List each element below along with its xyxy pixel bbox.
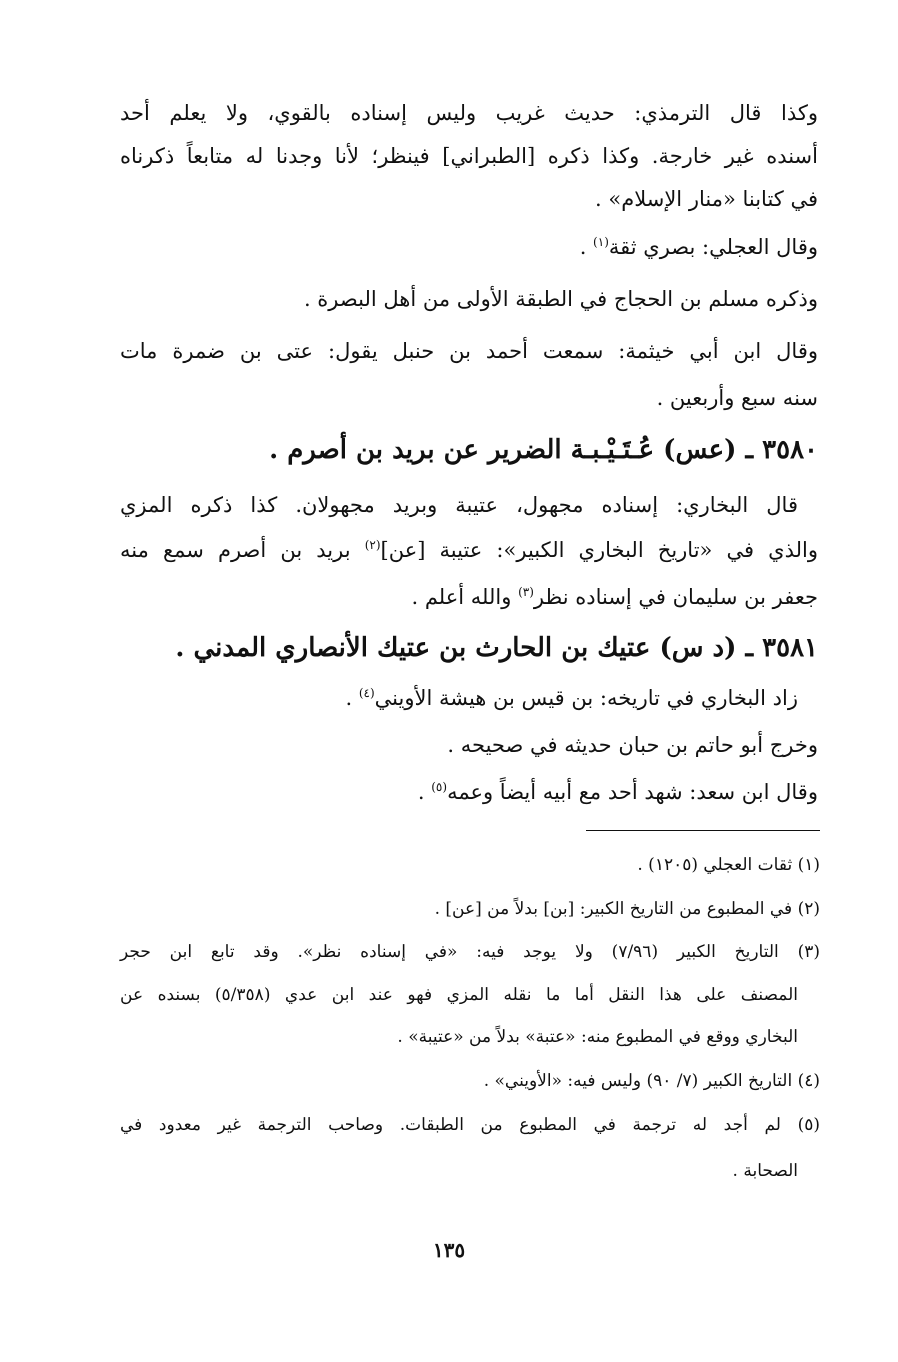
footnote-3: (٣) التاريخ الكبير (٧/٩٦) ولا يوجد فيه: «في إسناده نظر». وقد تابع ابن حجر [120,942,821,962]
body-text: والذي في «تاريخ البخاري الكبير»: عتيبة [عن] [380,538,818,562]
body-line: قال البخاري: إسناده مجهول، عتيبة وبريد مجهولان. كذا ذكره المزي [120,493,798,517]
page-number: ١٣٥ [432,1238,466,1262]
body-line: وقال ابن أبي خيثمة: سمعت أحمد بن حنبل يقول: عتى بن ضمرة مات [120,339,818,363]
body-text: وقال العجلي: بصري ثقة [608,235,818,259]
footnote-3-cont: البخاري ووقع في المطبوع منه: «عتبة» بدلاً من «عتيبة» . [397,1027,798,1047]
body-line: سنه سبع وأربعين . [656,386,818,410]
entry-heading-3580: ٣٥٨٠ ـ (عس) عُـتَـيْـبـة الضرير عن بريد بن أصرم . [269,435,818,465]
body-text: والله أعلم . [411,585,519,609]
body-line: أسنده غير خارجة. وكذا ذكره [الطبراني] فينظر؛ لأنا وجدنا له متابعاً ذكرناه [120,144,818,168]
footnote-marker: (٤) [358,686,375,700]
body-line [345,683,798,713]
footnote-1: (١) ثقات العجلي (١٢٠٥) . [637,855,820,875]
footnote-marker: (١) [593,235,609,249]
punctuation: . [345,686,359,710]
body-text: جعفر بن سليمان في إسناده نظر [533,585,818,609]
footnote-marker: (٥) [431,780,448,794]
footnote-marker: (٣) [518,585,534,599]
body-line [418,777,818,807]
body-line: وذكره مسلم بن الحجاج في الطبقة الأولى من أهل البصرة . [303,287,818,311]
footnote-5: (٥) لم أجد له ترجمة في المطبوع من الطبقات. وصاحب الترجمة غير معدود في [120,1115,820,1135]
punctuation: . [579,235,594,259]
body-text: بريد بن أصرم سمع منه [120,538,365,562]
body-line: وكذا قال الترمذي: حديث غريب وليس إسناده بالقوي، ولا يعلم أحد [120,101,818,125]
entry-heading-3581: ٣٥٨١ ـ (د س) عتيك بن الحارث بن عتيك الأنصاري المدني . [175,633,818,663]
footnote-3-cont: المصنف على هذا النقل أما ما نقله المزي فهو عند ابن عدي (٥/٣٥٨) بسنده عن [120,985,798,1005]
body-text: زاد البخاري في تاريخه: بن قيس بن هيشة الأويني [374,686,798,710]
footnote-5-cont: الصحابة . [732,1161,798,1181]
body-line [120,535,818,565]
punctuation: . [417,780,432,804]
footnote-separator [586,830,820,831]
body-line [411,582,818,612]
footnote-4: (٤) التاريخ الكبير (٧/ ٩٠) وليس فيه: «الأويني» . [483,1071,820,1091]
body-line: في كتابنا «منار الإسلام» . [595,187,818,211]
body-line [580,232,818,262]
footnote-2: (٢) في المطبوع من التاريخ الكبير: [بن] بدلاً من [عن] . [434,899,820,919]
body-text: وقال ابن سعد: شهد أحد مع أبيه أيضاً وعمه [447,780,818,804]
footnote-marker: (٢) [364,538,381,552]
body-line: وخرج أبو حاتم بن حبان حديثه في صحيحه . [447,733,818,757]
